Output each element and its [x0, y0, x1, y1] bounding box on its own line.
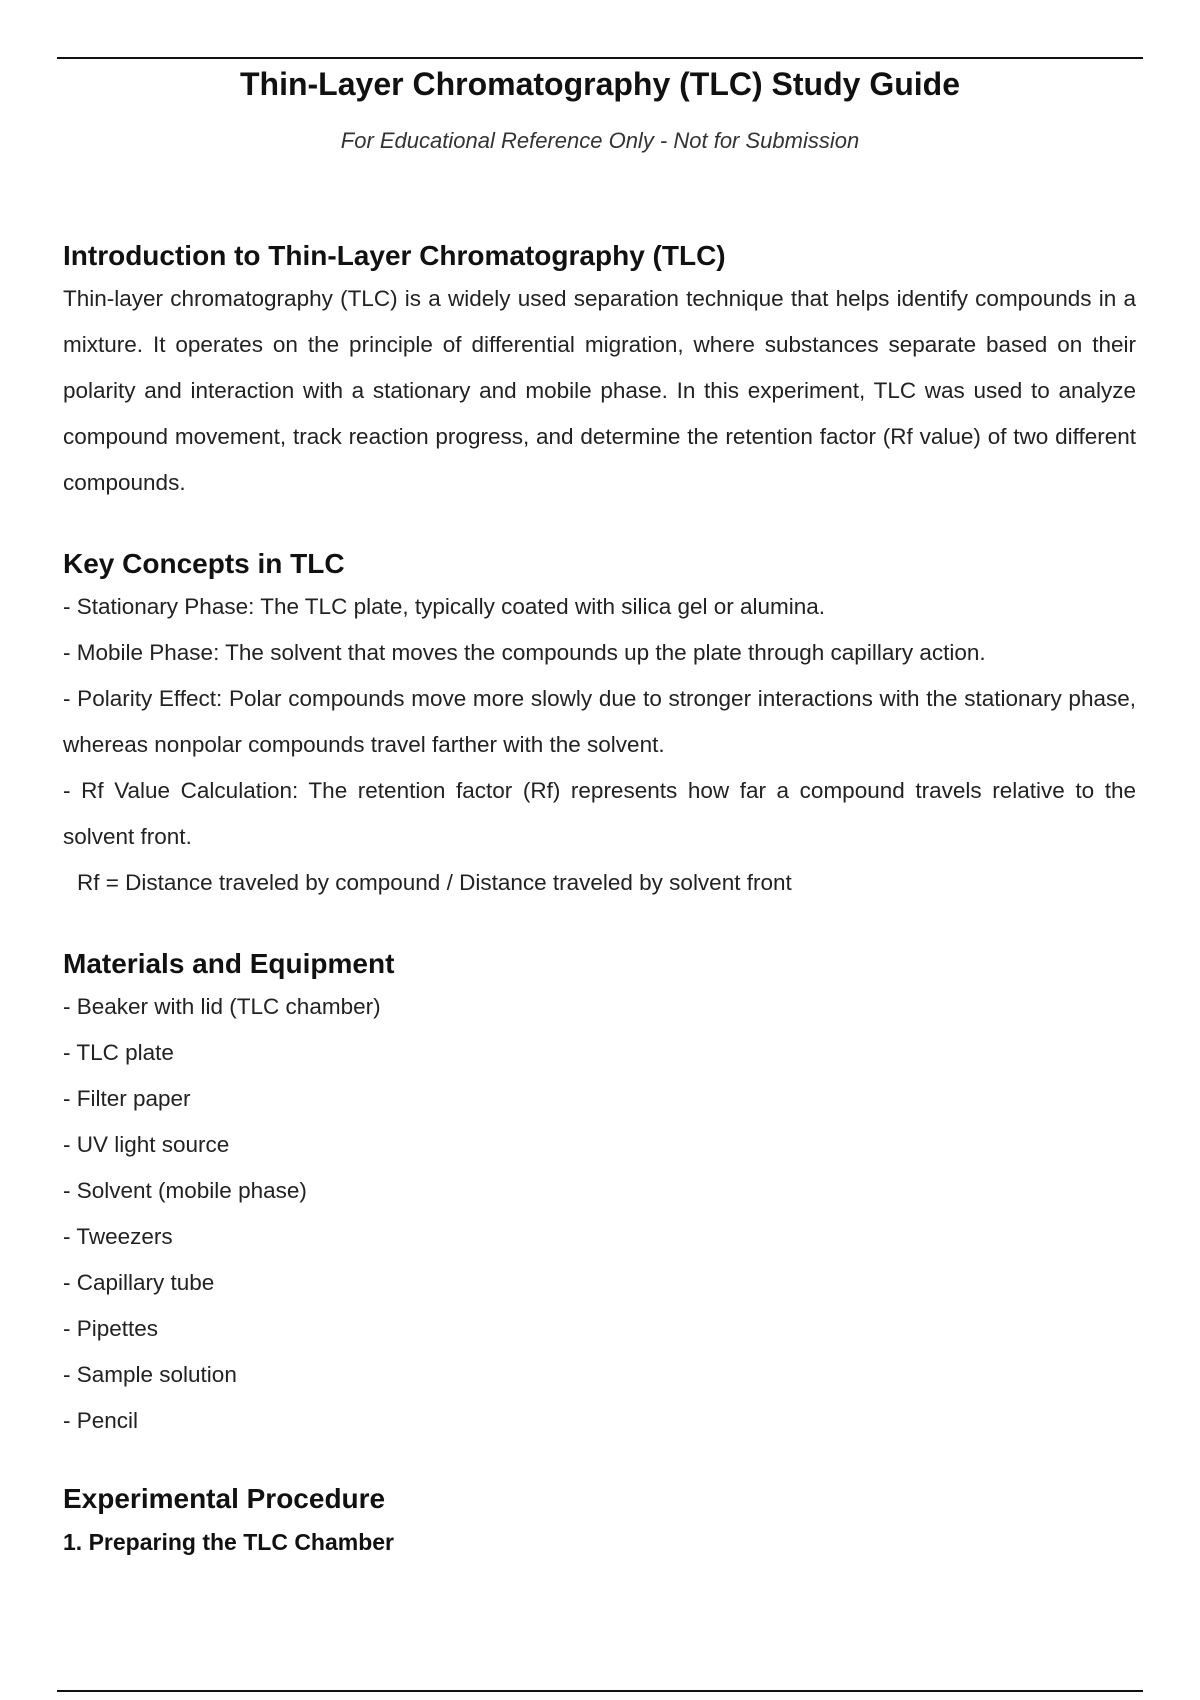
materials-section: [63, 944, 1136, 1444]
list-item: - Tweezers: [63, 1224, 173, 1249]
list-item: - Solvent (mobile phase): [63, 1178, 307, 1203]
list-item: - Filter paper: [63, 1086, 191, 1111]
concept-item: - Mobile Phase: The solvent that moves the compounds up the plate through capillary action.: [63, 640, 986, 665]
concept-item: - Stationary Phase: The TLC plate, typically coated with silica gel or alumina.: [63, 594, 826, 619]
page-title: Thin-Layer Chromatography (TLC) Study Guide: [239, 66, 960, 102]
list-item: - Capillary tube: [63, 1270, 215, 1295]
intro-paragraph: Thin-layer chromatography (TLC) is a widely used separation technique that helps identify compounds in a mixture. It operates on the principle of differential migration, where substances separate based on their polarity and interaction with a stationary and mobile phase. In this experiment, TLC was used to analyze compound movement, track reaction progress, and determine the retention factor (Rf value) of two different compounds.: [63, 286, 1136, 495]
list-item: - Pencil: [63, 1408, 139, 1433]
list-item: - Beaker with lid (TLC chamber): [63, 994, 381, 1019]
materials-list: [63, 984, 1136, 1444]
top-rule: [57, 57, 1143, 59]
concept-item: - Polarity Effect: Polar compounds move more slowly due to stronger interactions with the stationary phase, whereas nonpolar compounds travel farther with the solvent.: [63, 686, 1136, 757]
list-item: - TLC plate: [63, 1040, 174, 1065]
procedure-heading: Experimental Procedure: [63, 1483, 386, 1514]
list-item: - UV light source: [63, 1132, 230, 1157]
document-body: [63, 236, 1136, 1565]
intro-heading: Introduction to Thin-Layer Chromatography (TLC): [63, 240, 726, 271]
page-subtitle: For Educational Reference Only - Not for Submission: [340, 128, 860, 153]
procedure-section: [63, 1479, 1136, 1565]
concept-item: - Rf Value Calculation: The retention factor (Rf) represents how far a compound travels relative to the solvent front.: [63, 778, 1136, 849]
key-concepts-section: [63, 544, 1136, 906]
procedure-step-heading: 1. Preparing the TLC Chamber: [63, 1529, 395, 1555]
materials-heading: Materials and Equipment: [63, 948, 395, 979]
key-concepts-heading: Key Concepts in TLC: [63, 548, 345, 579]
bottom-rule: [57, 1690, 1143, 1692]
list-item: - Pipettes: [63, 1316, 159, 1341]
rf-formula: Rf = Distance traveled by compound / Distance traveled by solvent front: [77, 870, 792, 895]
intro-section: [63, 236, 1136, 506]
section-spacer: [63, 506, 1136, 544]
list-item: - Sample solution: [63, 1362, 237, 1387]
section-spacer: [63, 1444, 1136, 1479]
section-spacer: [63, 906, 1136, 944]
